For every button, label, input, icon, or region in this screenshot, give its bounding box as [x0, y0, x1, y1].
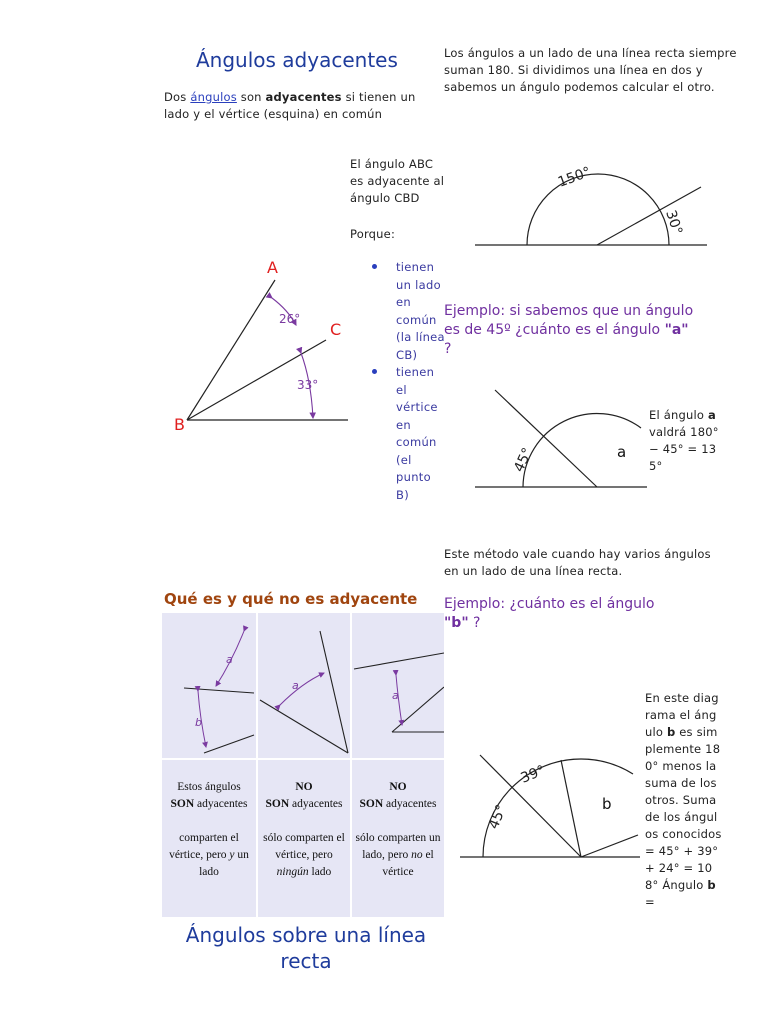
intro-text-3: si tienen un lado y el vértice (esquina) en común	[164, 90, 416, 121]
panel1-a-label: a	[226, 653, 233, 666]
adjacency-table	[162, 613, 444, 917]
ejemplo-1-answer: El ángulo a valdrá 180° − 45° = 135°	[649, 408, 719, 473]
que-es-title: Qué es y qué no es adyacente	[164, 590, 418, 608]
angle-33-label: 33°	[297, 378, 319, 392]
ejemplo-1-title: Ejemplo: si sabemos que un ángulo es de 45º ¿cuánto es el ángulo "a" ?	[444, 303, 694, 357]
adjacency-diagrams	[162, 613, 444, 758]
method-note: Este método vale cuando hay varios ángulos en un lado de una línea recta.	[444, 547, 711, 578]
label-a: A	[267, 258, 278, 277]
angle-a-label: a	[617, 443, 627, 461]
intro-bold: adyacentes	[265, 90, 342, 104]
angle-b-label: b	[602, 795, 612, 813]
angle-26-label: 26°	[279, 312, 301, 326]
list-item: tienen el vértice en común (el punto B)	[370, 364, 446, 504]
col-son-text: Estos ángulos SON adyacentes comparten el vértice, pero y un lado	[169, 781, 249, 878]
abc-statement: El ángulo ABC es adyacente al ángulo CBD	[350, 157, 445, 205]
col-no-vertice-text: NO SON adyacentes sólo comparten el vértice, pero ningún lado	[263, 781, 345, 878]
col-no-lado-text: NO SON adyacentes sólo comparten un lado, pero no el vértice	[355, 781, 441, 878]
intro-text-2: son	[236, 90, 266, 104]
page-title: Ángulos adyacentes	[196, 48, 398, 72]
angle-39-label: 39°	[518, 762, 548, 787]
panel3-a-label: a	[392, 689, 399, 702]
bullet-icon	[372, 369, 377, 374]
intro-paragraph	[164, 89, 444, 123]
intro-text-1: Dos	[164, 90, 191, 104]
panel1-b-label: b	[195, 716, 202, 729]
abc-angle-diagram	[160, 250, 360, 440]
porque-label: Porque:	[350, 227, 396, 241]
ejemplo-1-diagram	[470, 385, 650, 495]
angle-150-label: 150°	[555, 164, 594, 191]
label-b: B	[174, 415, 185, 434]
angle-45-label: 45°	[511, 445, 537, 475]
ejemplo-2-diagram	[455, 740, 645, 865]
straight-line-angles-diagram	[470, 150, 715, 255]
label-c: C	[330, 320, 342, 339]
adjacent-reasons-list	[370, 259, 446, 504]
panel2-a-label: a	[292, 679, 299, 692]
angle-30-label: 30°	[662, 208, 686, 237]
section-2-title: Ángulos sobre una línea recta	[185, 923, 427, 973]
right-intro-paragraph: Los ángulos a un lado de una línea recta siempre suman 180. Si dividimos una línea en dos y sabemos un ángulo podemos calcular el otro.	[444, 46, 737, 94]
angulos-link[interactable]: ángulos	[190, 90, 237, 104]
angle-45-label-2: 45°	[485, 802, 511, 832]
list-item: tienen un lado en común (la línea CB)	[370, 259, 446, 364]
ejemplo-2-answer: En este diagrama el ángulo b es simplemente 180° menos la suma de los otros. Suma de los ángulos conocidos = 45° + 39° + 24° = 108° Ángulo b =	[645, 691, 722, 909]
bullet-icon	[372, 264, 377, 269]
ejemplo-2-title: Ejemplo: ¿cuánto es el ángulo "b" ?	[444, 596, 655, 631]
